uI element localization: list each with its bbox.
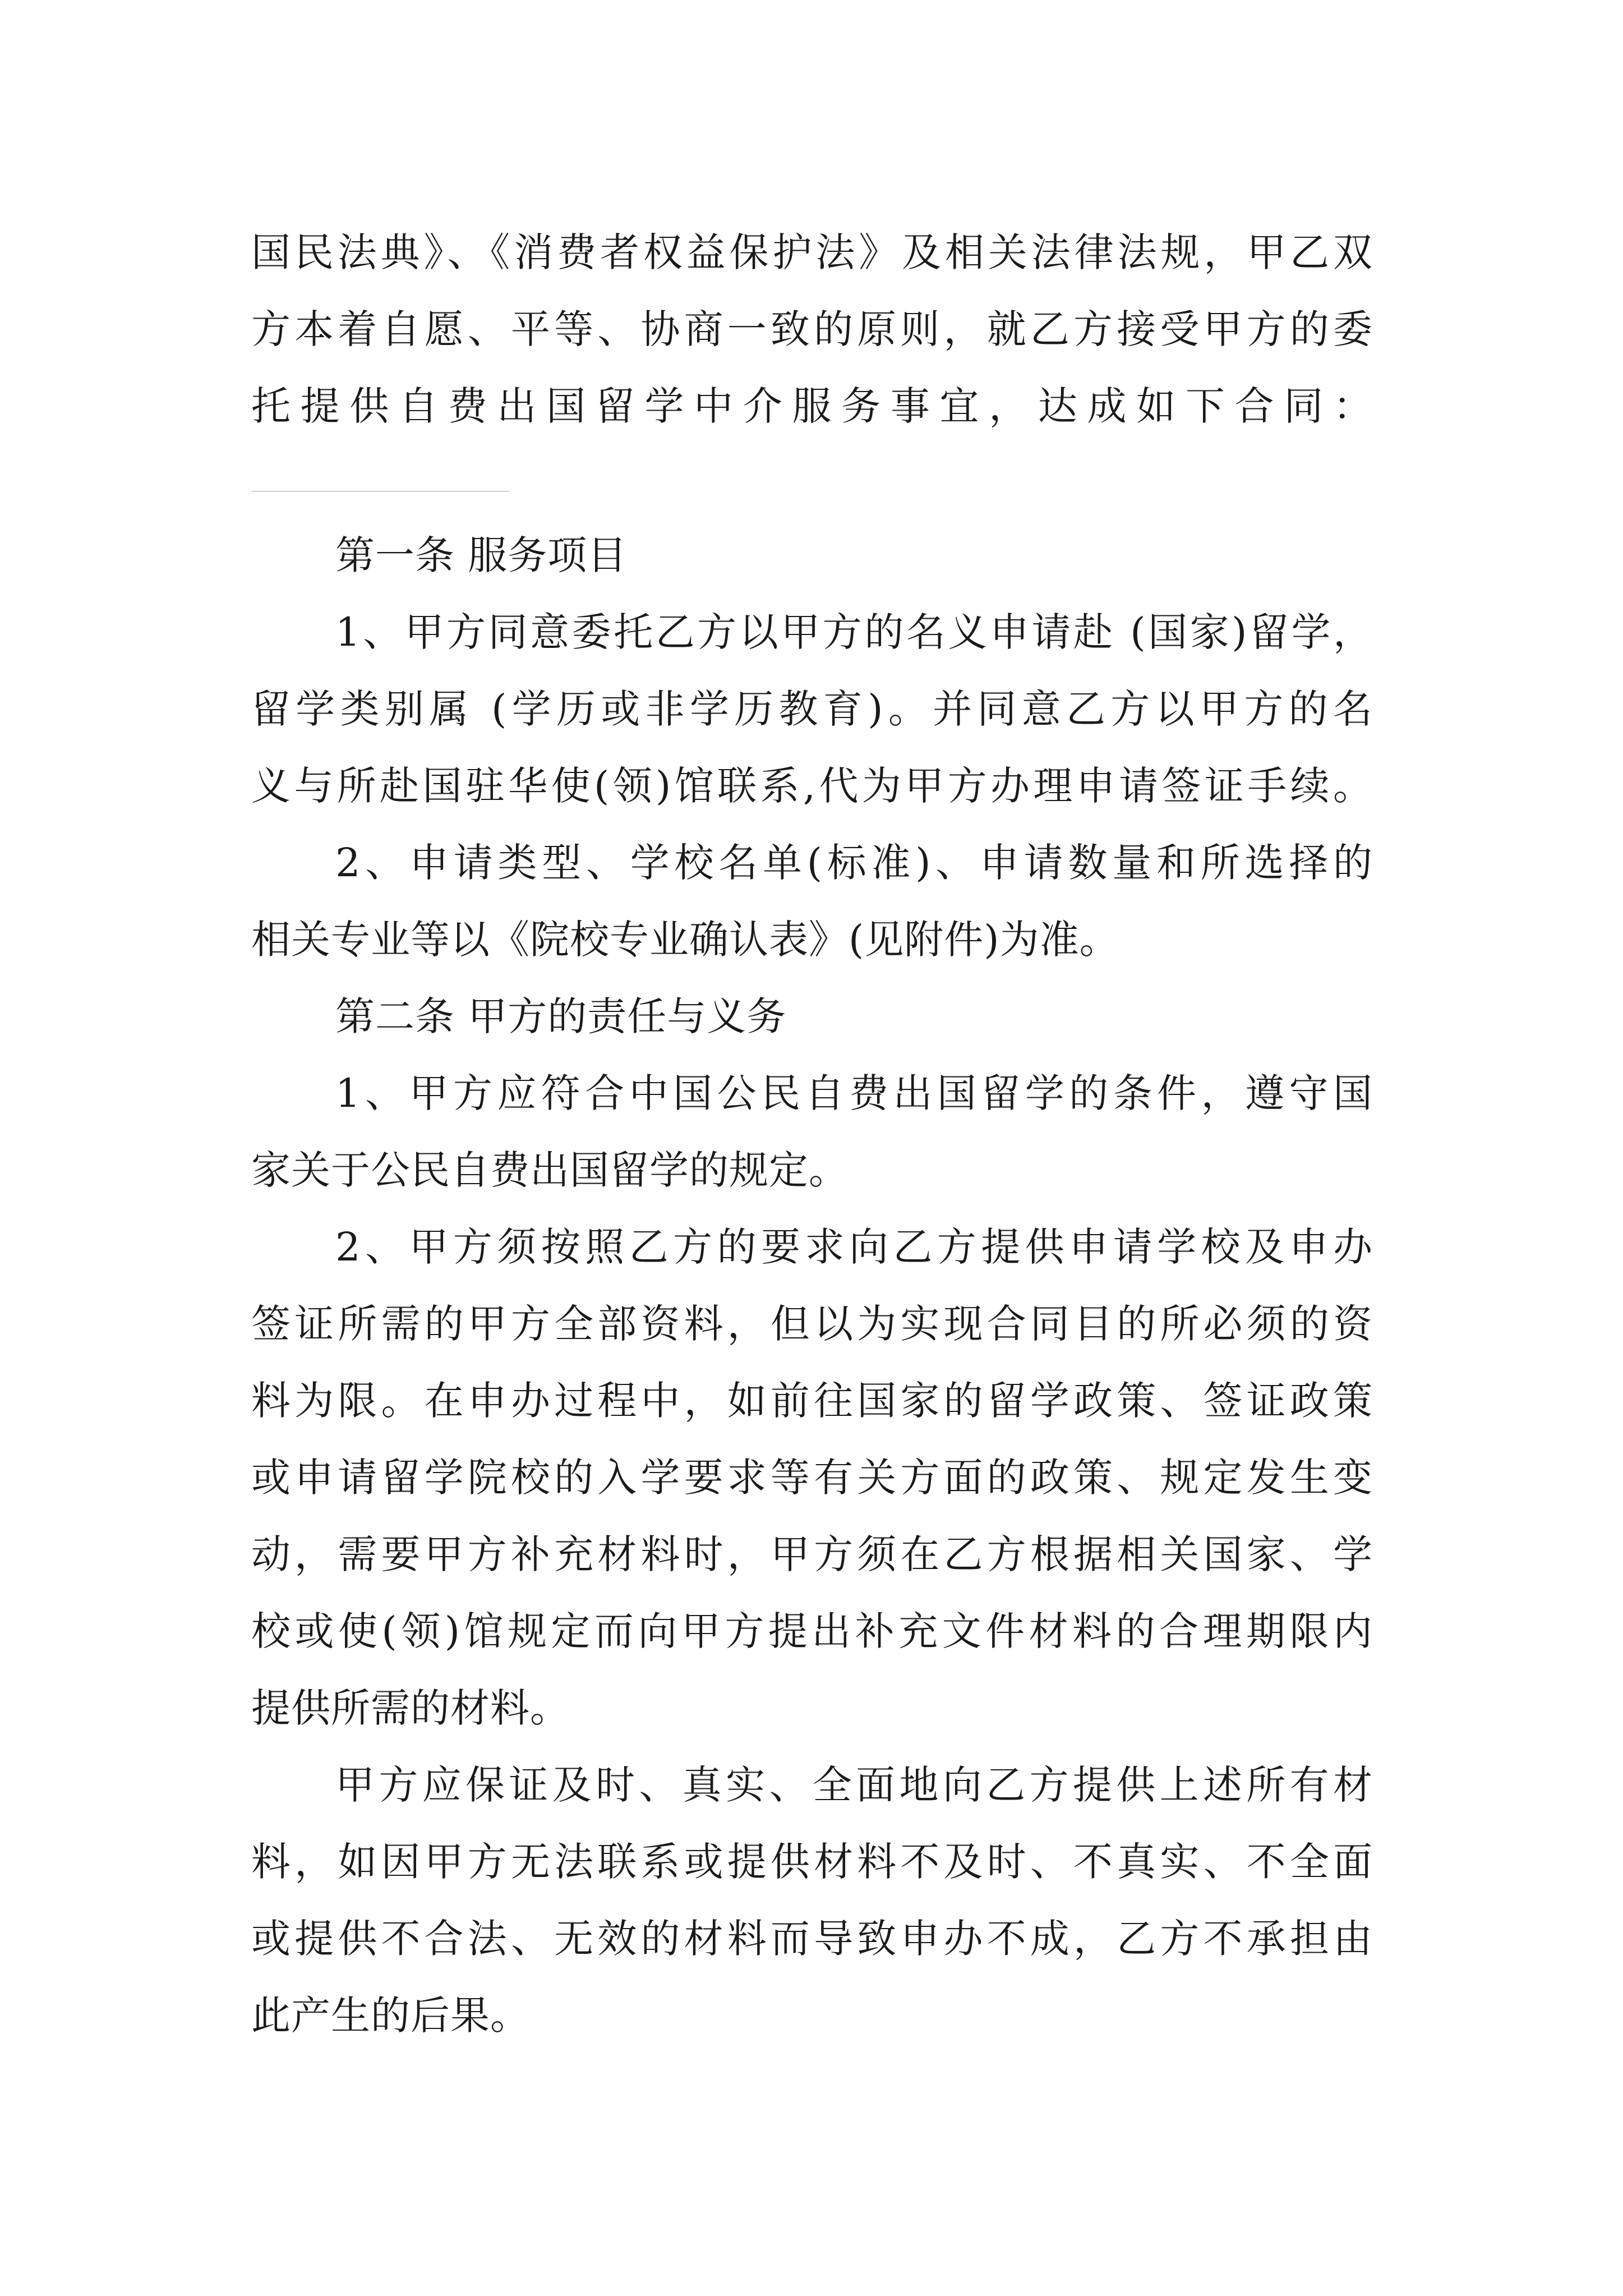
- intro-line: 国民法典》、《消费者权益保护法》及相关法律法规，甲乙双: [251, 229, 1373, 275]
- section-divider: [251, 491, 509, 492]
- article-2-para-3-line: 甲方应保证及时、真实、全面地向乙方提供上述所有材: [335, 1762, 1373, 1808]
- article-2-para-1-line: 家关于公民自费出国留学的规定。: [251, 1147, 849, 1193]
- article-2-para-3-line: 或提供不合法、无效的材料而导致申办不成，乙方不承担由: [251, 1916, 1373, 1962]
- intro-line: 方本着自愿、平等、协商一致的原则，就乙方接受甲方的委: [251, 306, 1373, 352]
- article-2-para-2-line: 签证所需的甲方全部资料，但以为实现合同目的所必须的资: [251, 1301, 1373, 1347]
- article-1-para-1-line: 留学类别属 (学历或非学历教育)。并同意乙方以甲方的名: [251, 686, 1373, 732]
- article-2-para-2-line: 2、甲方须按照乙方的要求向乙方提供申请学校及申办: [335, 1224, 1373, 1270]
- article-2-para-2-line: 料为限。在申办过程中，如前往国家的留学政策、签证政策: [251, 1378, 1373, 1424]
- article-2-para-3-line: 料，如因甲方无法联系或提供材料不及时、不真实、不全面: [251, 1839, 1373, 1885]
- article-2-para-2-line: 校或使(领)馆规定而向甲方提出补充文件材料的合理期限内: [251, 1608, 1373, 1654]
- article-1-para-1-line: 1、甲方同意委托乙方以甲方的名义申请赴 (国家)留学，: [335, 609, 1373, 655]
- article-2-para-2-line: 动，需要甲方补充材料时，甲方须在乙方根据相关国家、学: [251, 1531, 1373, 1577]
- article-2-para-1-line: 1、甲方应符合中国公民自费出国留学的条件，遵守国: [335, 1070, 1373, 1116]
- article-2-para-2-line: 提供所需的材料。: [251, 1685, 570, 1731]
- article-1-para-1-line: 义与所赴国驻华使(领)馆联系,代为甲方办理申请签证手续。: [251, 763, 1373, 809]
- intro-paragraph: [251, 214, 1373, 445]
- article-2-para-3-line: 此产生的后果。: [251, 1993, 530, 2039]
- article-1: [251, 517, 1373, 978]
- article-2: [251, 978, 1373, 2054]
- article-2-para-2-line: 或申请留学院校的入学要求等有关方面的政策、规定发生变: [251, 1455, 1373, 1501]
- intro-line: 托提供自费出国留学中介服务事宜，达成如下合同：: [251, 383, 1373, 429]
- article-1-para-2-line: 相关专业等以《院校专业确认表》(见附件)为准。: [251, 917, 1119, 963]
- article-1-para-2-line: 2、申请类型、学校名单(标准)、申请数量和所选择的: [335, 840, 1373, 886]
- article-2-heading: 第二条 甲方的责任与义务: [335, 993, 787, 1039]
- article-1-heading: 第一条 服务项目: [335, 532, 628, 578]
